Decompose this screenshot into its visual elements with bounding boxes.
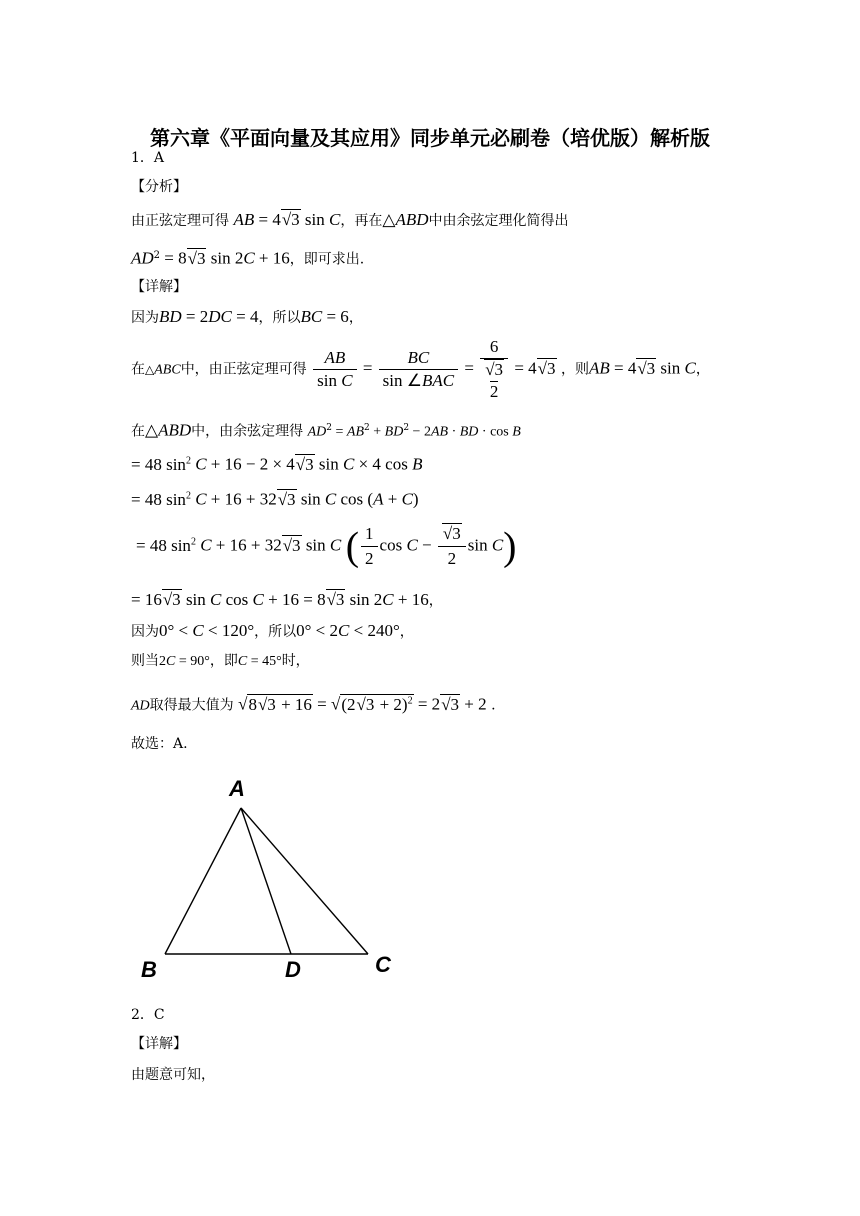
q1-choice: 故选：A. <box>131 736 188 752</box>
q1-eq-step1: = 48 $\sin^2 C + 16 - 2 \times 4√3$ sin C × 4 cos B <box>131 454 423 474</box>
q2-answer: 2．C <box>131 1007 165 1023</box>
q1-eq-step4: = 16√3 sin C cos C + 16 = 8√3 sin 2C + 16， <box>131 590 443 609</box>
q1-detail-line8: 因为0° < C < 120°，所以0° < 2C < 240°， <box>131 621 414 640</box>
q1-analysis-line1: 由正弦定理可得 AB = 4√3 sin C，再在△ABD中由余弦定理化简得出 <box>131 210 569 229</box>
side-ac <box>241 808 368 954</box>
q2-detail-tag: 【详解】 <box>131 1036 187 1052</box>
label-d: D <box>285 957 301 982</box>
label-c: C <box>375 952 391 977</box>
q1-detail-line9: 则当2C = 90°，即C = 45°时， <box>131 653 310 669</box>
q1-detail-tag: 【详解】 <box>131 279 187 295</box>
label-a: A <box>229 776 245 801</box>
q1-detail-line3: 在△ABD中，由余弦定理得 $AD^2 = AB^2 + BD^2 - 2AB$ · BD · cos B <box>131 420 521 440</box>
label-b: B <box>141 957 157 982</box>
q1-analysis-line2: $AD^2 = 8√3$ sin 2C + 16，即可求出. <box>131 248 365 268</box>
side-ab <box>165 808 241 954</box>
page-title: 第六章《平面向量及其应用》同步单元必刷卷（培优版）解析版 <box>150 126 710 150</box>
segment-ad <box>241 808 291 954</box>
q1-answer: 1．A <box>131 150 165 166</box>
q1-detail-line10: AD取得最大值为 $√8√3 + 16 = √(2√3 + 2)^2 = 2√3 + 2$ . <box>131 694 496 714</box>
q2-line1: 由题意可知， <box>131 1067 215 1083</box>
q1-eq-step2: = 48 $\sin^2 C + 16 + 32√3$ sin C cos (A + C) <box>131 489 419 509</box>
triangle-figure <box>135 774 405 984</box>
q1-detail-line2: 在△ABC中，由正弦定理可得 $\frac{AB}{\text{sin C}}$ = $\frac{BC}{\text{sin ∠BAC}}$ = 6 √3 2 = 4√3 ，则AB = 4√3 sin C， <box>131 337 710 401</box>
q1-analysis-tag: 【分析】 <box>131 179 187 195</box>
q1-detail-line1: 因为BD = 2DC = 4，所以BC = 6， <box>131 307 363 326</box>
q1-eq-step3: = 48 $\sin^2 C + 16 + 32√3$ sin C ( $\frac{1}{2}$ cos C − $\frac{√3}{2}$ sin C) <box>136 523 517 569</box>
